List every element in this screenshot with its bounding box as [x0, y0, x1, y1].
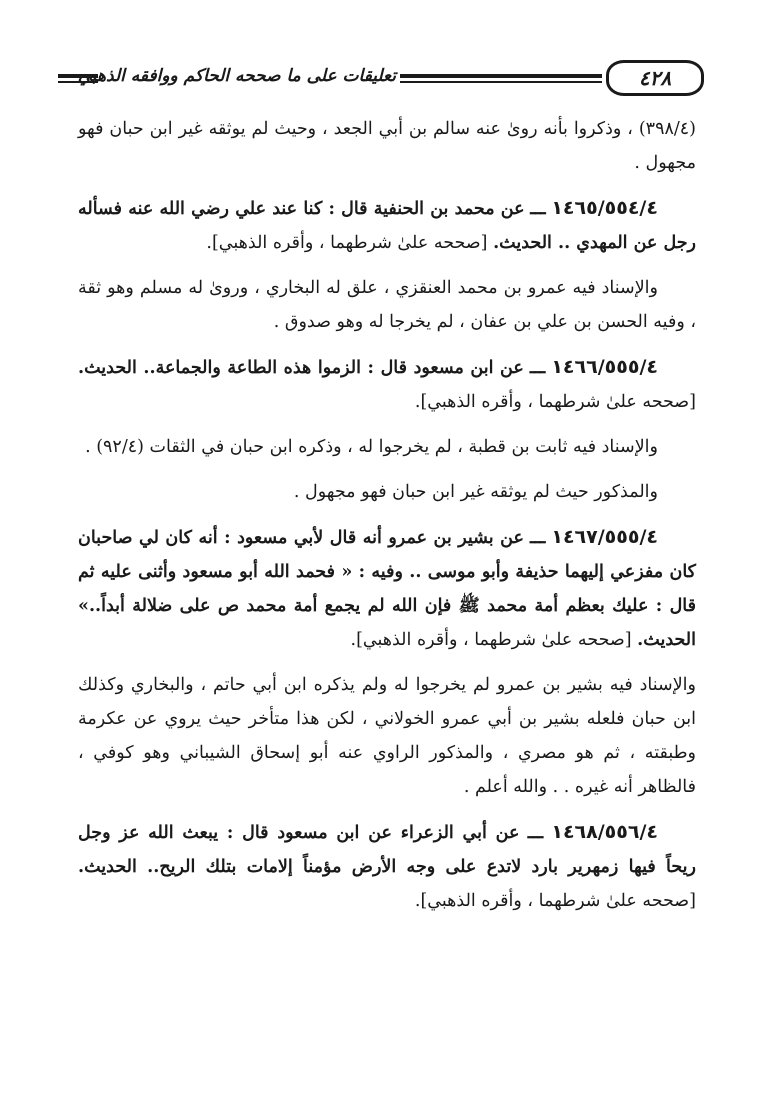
- entry-dash: ـــ: [527, 823, 544, 843]
- page-number: ٤٢٨: [606, 60, 704, 96]
- ruling-text: [صححه علىٰ شرطهما ، وأقره الذهبي].: [350, 630, 632, 650]
- hadith-entry: [78, 520, 696, 657]
- reference-number: ١٤٦٧/٥٥٥/٤: [551, 526, 658, 548]
- paragraph: [78, 430, 696, 464]
- hadith-entry: [78, 191, 696, 260]
- ruling-text: [صححه علىٰ شرطهما ، وأقره الذهبي].: [414, 392, 696, 412]
- entry-dash: ـــ: [530, 199, 546, 219]
- paragraph: [78, 112, 696, 180]
- entry-dash: ـــ: [529, 528, 546, 548]
- hadith-text: عن ابن مسعود قال : الزموا هذه الطاعة والجماعة.. الحديث.: [78, 358, 524, 378]
- page-header: [58, 60, 698, 104]
- hadith-text: عن بشير بن عمرو أنه قال لأبي مسعود : أنه كان لي صاحبان كان مفزعي إليهما حذيفة وأبو موسى .. وفيه : « فحمد الله أبو مسعود وأثنى عليه ثم قال : عليك بعظم أمة محمد ﷺ فإن الله لم يجمع أمة محمد ص على ضلالة أبداً..» الحديث.: [78, 528, 696, 650]
- page-body: [78, 112, 696, 929]
- paragraph-text: والمذكور حيث لم يوثقه غير ابن حبان فهو مجهول .: [293, 482, 658, 502]
- header-rule: [400, 74, 602, 78]
- hadith-text: عن أبي الزعراء عن ابن مسعود قال : يبعث الله عز وجل ريحاً فيها زمهرير بارد لاتدع على وجه الأرض مؤمناً إلامات بتلك الريح.. الحديث.: [78, 823, 696, 877]
- reference-number: ١٤٦٥/٥٥٤/٤: [551, 197, 658, 219]
- running-title: تعليقات على ما صححه الحاكم ووافقه الذهبي: [77, 66, 396, 86]
- paragraph-text: والإسناد فيه ثابت بن قطبة ، لم يخرجوا له ، وذكره ابن حبان في الثقات (٩٢/٤) .: [85, 437, 658, 457]
- entry-dash: ـــ: [529, 358, 546, 378]
- ruling-text: [صححه علىٰ شرطهما ، وأقره الذهبي].: [414, 891, 696, 911]
- hadith-entry: [78, 815, 696, 918]
- reference-number: ١٤٦٨/٥٥٦/٤: [551, 821, 658, 843]
- hadith-text: عن محمد بن الحنفية قال : كنا عند علي رضي الله عنه فسأله رجل عن المهدي .. الحديث.: [78, 199, 696, 253]
- ruling-text: [صححه علىٰ شرطهما ، وأقره الذهبي].: [206, 233, 488, 253]
- reference-number: ١٤٦٦/٥٥٥/٤: [551, 356, 658, 378]
- paragraph-text: (٣٩٨/٤) ، وذكروا بأنه روىٰ عنه سالم بن أبي الجعد ، وحيث لم يوثقه غير ابن حبان فهو مجهول .: [78, 119, 696, 173]
- hadith-entry: [78, 350, 696, 419]
- paragraph-text: والإسناد فيه بشير بن عمرو لم يخرجوا له ولم يذكره ابن أبي حاتم ، والبخاري وكذلك ابن حبان فلعله بشير بن أبي عمرو الخولاني ، لكن هذا متأخر حيث يروي عن عكرمة وطبقته ، ثم هو مصري ، والمذكور الراوي عنه أبو إسحاق الشيباني وهو كوفي ، فالظاهر أنه غيره . . والله أعلم .: [78, 675, 696, 797]
- header-rule: [400, 81, 602, 83]
- paragraph: [78, 271, 696, 339]
- paragraph-text: والإسناد فيه عمرو بن محمد العنقزي ، علق له البخاري ، وروىٰ له مسلم وهو ثقة ، وفيه الحسن بن علي بن عفان ، لم يخرجا له وهو صدوق .: [78, 278, 696, 332]
- paragraph: [78, 475, 696, 509]
- paragraph: [78, 668, 696, 804]
